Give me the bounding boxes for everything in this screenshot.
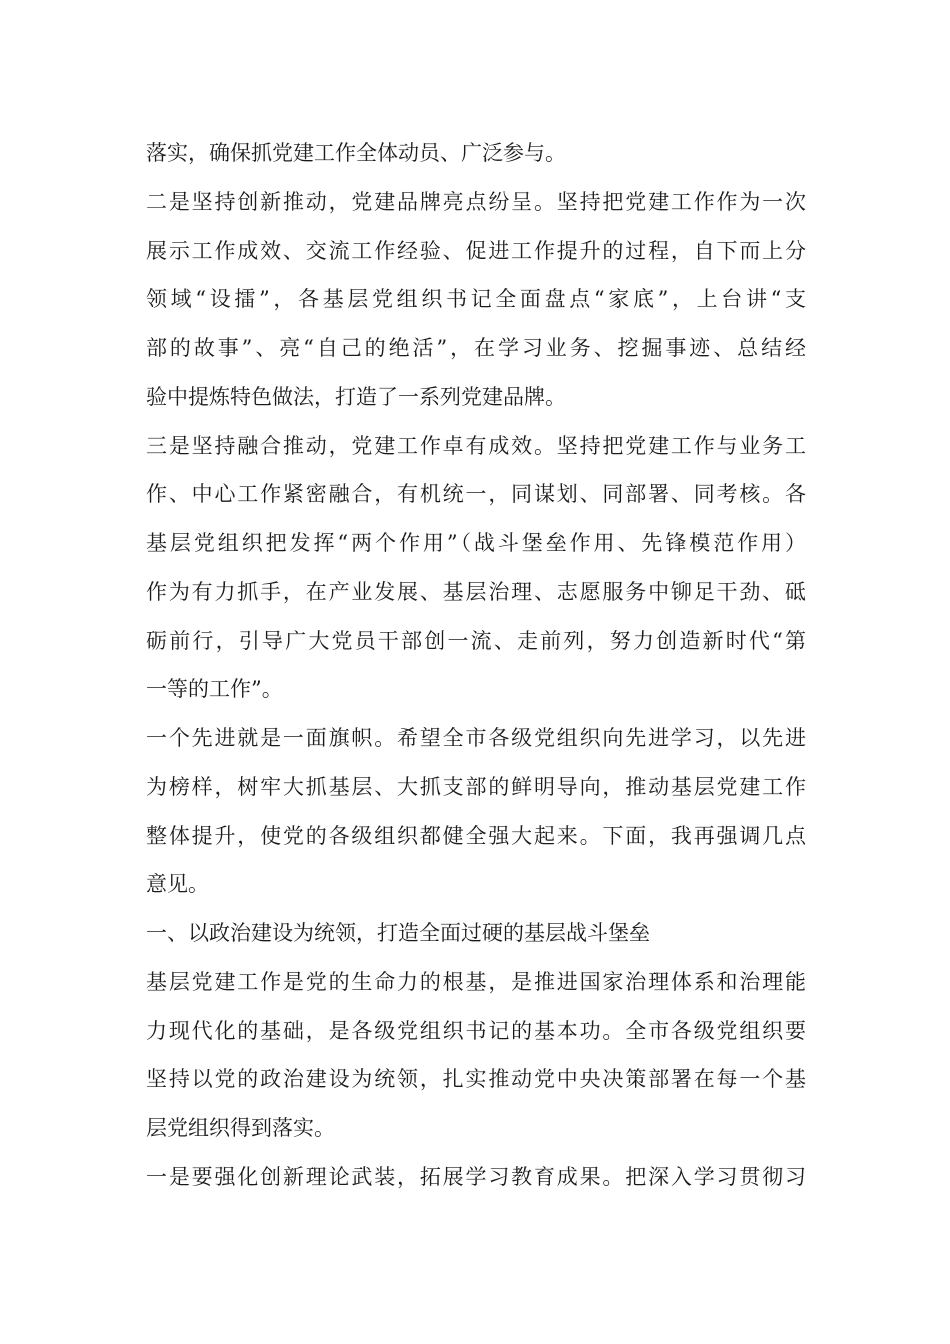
text-line: 砺前行，引导广大党员干部创一流、走前列，努力创造新时代“第 — [146, 628, 806, 653]
text-line: 意见。 — [146, 872, 209, 897]
text-line: 验中提炼特色做法，打造了一系列党建品牌。 — [146, 384, 566, 409]
section-heading — [146, 909, 806, 958]
text-line: 整体提升，使党的各级组织都健全强大起来。下面，我再强调几点 — [146, 823, 806, 848]
text-line: 部的故事”、亮“自己的绝活”，在学习业务、挖掘事迹、总结经 — [146, 336, 806, 360]
text-line: 作、中心工作紧密融合，有机统一，同谋划、同部署、同考核。各 — [146, 482, 806, 507]
text-line: 基层党组织把发挥“两个作用”（战斗堡垒作用、先锋模范作用） — [146, 531, 806, 555]
text-line: 基层党建工作是党的生命力的根基，是推进国家治理体系和治理能 — [146, 969, 806, 994]
paragraph-2 — [146, 178, 806, 422]
text-line: 领域“设擂”，各基层党组织书记全面盘点“家底”，上台讲“支 — [146, 287, 806, 312]
text-line: 力现代化的基础，是各级党组织书记的基本功。全市各级党组织要 — [146, 1018, 806, 1043]
document-body — [146, 129, 806, 1202]
text-line: 一等的工作”。 — [146, 677, 283, 702]
text-line: 层党组织得到落实。 — [146, 1116, 335, 1140]
paragraph-3 — [146, 422, 806, 715]
paragraph-6 — [146, 958, 806, 1153]
text-line: 一个先进就是一面旗帜。希望全市各级党组织向先进学习，以先进 — [146, 726, 806, 750]
text-line: 展示工作成效、交流工作经验、促进工作提升的过程，自下而上分 — [146, 238, 806, 263]
paragraph-7 — [146, 1153, 806, 1202]
paragraph-4 — [146, 714, 806, 909]
text-line: 二是坚持创新推动，党建品牌亮点纷呈。坚持把党建工作作为一次 — [146, 189, 806, 214]
text-line: 坚持以党的政治建设为统领，扎实推动党中央决策部署在每一个基 — [146, 1067, 806, 1092]
text-line: 一是要强化创新理论武装，拓展学习教育成果。把深入学习贯彻习 — [146, 1164, 806, 1189]
paragraph-1 — [146, 129, 806, 178]
text-line: 作为有力抓手，在产业发展、基层治理、志愿服务中铆足干劲、砥 — [146, 579, 806, 604]
heading-line: 一、以政治建设为统领，打造全面过硬的基层战斗堡垒 — [146, 921, 650, 945]
text-line: 三是坚持融合推动，党建工作卓有成效。坚持把党建工作与业务工 — [146, 433, 806, 458]
text-line: 为榜样，树牢大抓基层、大抓支部的鲜明导向，推动基层党建工作 — [146, 774, 806, 799]
text-line: 落实，确保抓党建工作全体动员、广泛参与。 — [146, 141, 566, 165]
